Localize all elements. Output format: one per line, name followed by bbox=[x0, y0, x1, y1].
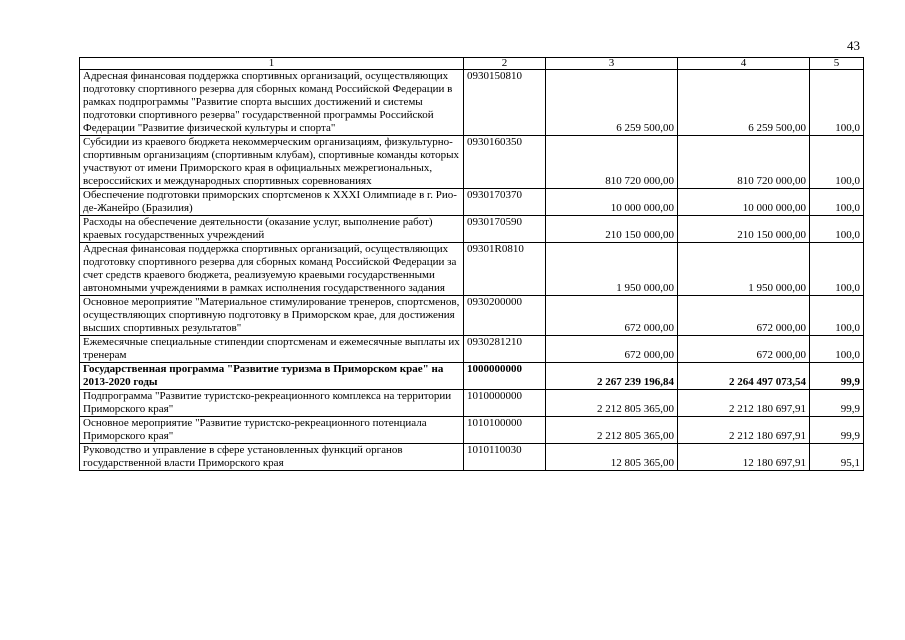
row-name: Государственная программа "Развитие туризма в Приморском крае" на 2013-2020 годы bbox=[80, 363, 464, 390]
row-code: 0930170370 bbox=[464, 189, 546, 216]
row-percent: 100,0 bbox=[810, 216, 864, 243]
row-name: Субсидии из краевого бюджета некоммерческим организациям, физкультурно-спортивным организациям (спортивным клубам), спортивные команды которых участвуют от имени Приморского края в официальных межрегиональных, всероссийских и международных спортивных соревнованиях bbox=[80, 136, 464, 189]
row-actual: 6 259 500,00 bbox=[678, 70, 810, 136]
column-header-4: 4 bbox=[678, 58, 810, 70]
table-row bbox=[80, 136, 864, 189]
row-percent: 100,0 bbox=[810, 296, 864, 336]
row-code: 0930281210 bbox=[464, 336, 546, 363]
row-percent: 99,9 bbox=[810, 417, 864, 444]
row-code: 0930200000 bbox=[464, 296, 546, 336]
row-actual: 2 212 180 697,91 bbox=[678, 390, 810, 417]
row-code: 1010100000 bbox=[464, 417, 546, 444]
budget-table bbox=[79, 57, 864, 471]
table-row bbox=[80, 444, 864, 471]
row-plan: 12 805 365,00 bbox=[546, 444, 678, 471]
row-name: Ежемесячные специальные стипендии спортсменам и ежемесячные выплаты их тренерам bbox=[80, 336, 464, 363]
row-name: Подпрограмма "Развитие туристско-рекреационного комплекса на территории Приморского края" bbox=[80, 390, 464, 417]
table-row bbox=[80, 417, 864, 444]
row-actual: 12 180 697,91 bbox=[678, 444, 810, 471]
row-code: 1010000000 bbox=[464, 390, 546, 417]
row-name: Основное мероприятие "Материальное стимулирование тренеров, спортсменов, осуществляющих спортивную подготовку в Приморском крае, для достижения высших спортивных результатов" bbox=[80, 296, 464, 336]
table-row bbox=[80, 296, 864, 336]
table-row bbox=[80, 336, 864, 363]
row-percent: 100,0 bbox=[810, 336, 864, 363]
row-actual: 1 950 000,00 bbox=[678, 243, 810, 296]
row-actual: 2 264 497 073,54 bbox=[678, 363, 810, 390]
row-actual: 2 212 180 697,91 bbox=[678, 417, 810, 444]
table-header-row bbox=[80, 58, 864, 70]
row-percent: 95,1 bbox=[810, 444, 864, 471]
row-code: 0930150810 bbox=[464, 70, 546, 136]
row-percent: 100,0 bbox=[810, 136, 864, 189]
table-row bbox=[80, 216, 864, 243]
table-row bbox=[80, 70, 864, 136]
row-plan: 6 259 500,00 bbox=[546, 70, 678, 136]
table-row bbox=[80, 189, 864, 216]
row-code: 1010110030 bbox=[464, 444, 546, 471]
row-plan: 2 212 805 365,00 bbox=[546, 390, 678, 417]
row-code: 09301R0810 bbox=[464, 243, 546, 296]
page-number: 43 bbox=[847, 38, 860, 53]
table-row bbox=[80, 390, 864, 417]
column-header-5: 5 bbox=[810, 58, 864, 70]
row-name: Адресная финансовая поддержка спортивных организаций, осуществляющих подготовку спортивного резерва для сборных команд Российской Федерации за счет средств краевого бюджета, реализуемую краевыми государственными автономными учреждениями в рамках исполнения государственного задания bbox=[80, 243, 464, 296]
row-percent: 99,9 bbox=[810, 390, 864, 417]
row-name: Основное мероприятие "Развитие туристско-рекреационного потенциала Приморского края" bbox=[80, 417, 464, 444]
row-actual: 10 000 000,00 bbox=[678, 189, 810, 216]
table-row-program-total bbox=[80, 363, 864, 390]
row-plan: 672 000,00 bbox=[546, 336, 678, 363]
row-plan: 2 267 239 196,84 bbox=[546, 363, 678, 390]
row-actual: 210 150 000,00 bbox=[678, 216, 810, 243]
row-name: Обеспечение подготовки приморских спортсменов к XXXI Олимпиаде в г. Рио-де-Жанейро (Бразилия) bbox=[80, 189, 464, 216]
row-plan: 672 000,00 bbox=[546, 296, 678, 336]
row-code: 1000000000 bbox=[464, 363, 546, 390]
row-actual: 810 720 000,00 bbox=[678, 136, 810, 189]
row-actual: 672 000,00 bbox=[678, 296, 810, 336]
column-header-1: 1 bbox=[80, 58, 464, 70]
row-plan: 810 720 000,00 bbox=[546, 136, 678, 189]
row-actual: 672 000,00 bbox=[678, 336, 810, 363]
row-name: Расходы на обеспечение деятельности (оказание услуг, выполнение работ) краевых государственных учреждений bbox=[80, 216, 464, 243]
row-name: Руководство и управление в сфере установленных функций органов государственной власти Приморского края bbox=[80, 444, 464, 471]
column-header-3: 3 bbox=[546, 58, 678, 70]
row-code: 0930170590 bbox=[464, 216, 546, 243]
row-plan: 210 150 000,00 bbox=[546, 216, 678, 243]
column-header-2: 2 bbox=[464, 58, 546, 70]
row-percent: 100,0 bbox=[810, 243, 864, 296]
row-plan: 2 212 805 365,00 bbox=[546, 417, 678, 444]
row-name: Адресная финансовая поддержка спортивных организаций, осуществляющих подготовку спортивного резерва для сборных команд Российской Федерации в рамках подпрограммы "Развитие спорта высших достижений и системы подготовки спортивного резерва" государственной программы Российской Федерации "Развитие физической культуры и спорта" bbox=[80, 70, 464, 136]
row-code: 0930160350 bbox=[464, 136, 546, 189]
row-plan: 1 950 000,00 bbox=[546, 243, 678, 296]
row-plan: 10 000 000,00 bbox=[546, 189, 678, 216]
table-row bbox=[80, 243, 864, 296]
row-percent: 99,9 bbox=[810, 363, 864, 390]
row-percent: 100,0 bbox=[810, 70, 864, 136]
row-percent: 100,0 bbox=[810, 189, 864, 216]
